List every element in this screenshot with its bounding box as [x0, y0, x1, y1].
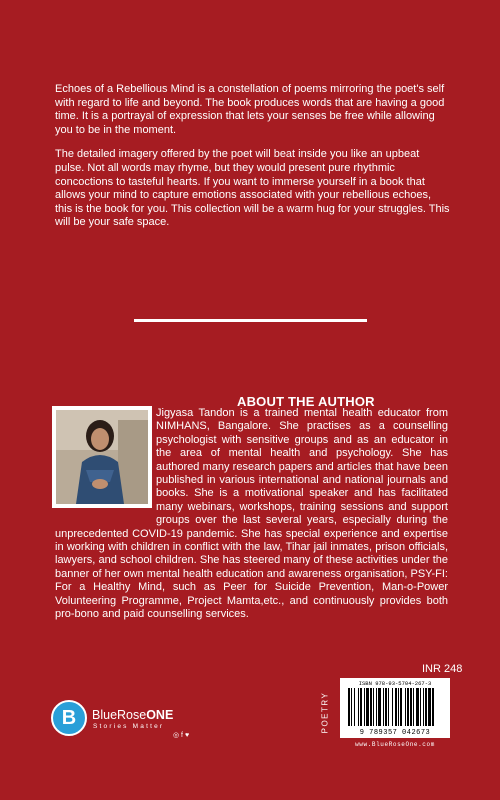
publisher-logo-icon: B — [51, 700, 87, 736]
photo-spacer — [55, 407, 156, 515]
genre-text: POETRY — [320, 691, 330, 734]
publisher-name-bold: ONE — [146, 708, 174, 722]
isbn-number: ISBN 978-93-5704-267-3 — [358, 680, 432, 687]
social-icons: ◎ f ♥ — [173, 732, 190, 739]
publisher-name — [92, 708, 173, 722]
publisher-name-regular: BlueRose — [92, 708, 147, 722]
back-cover-blurb — [55, 83, 450, 241]
author-bio — [55, 407, 448, 622]
publisher-website: www.BlueRoseOne.com — [355, 741, 435, 748]
about-author-heading: ABOUT THE AUTHOR — [237, 394, 375, 409]
section-divider — [134, 319, 367, 322]
blurb-paragraph: Echoes of a Rebellious Mind is a constellation of poems mirroring the poet's self with regard to life and beyond. The book produces words that are having a good time. It is a portrayal of expression that lets your senses be free while allowing you to be in the moment. — [55, 83, 445, 136]
isbn-digits: 9 789357 042673 — [359, 729, 431, 737]
author-bio-text: Jigyasa Tandon is a trained mental health educator from NIMHANS, Bangalore. She practises as a counselling psychologist with sensitive groups and as an educator in the area of mental health and psychology. She has authored many research papers and articles that have been published in various international and national journals and books. She is a motivational speaker and has facilitated many webinars, workshops, training sessions and support groups over the last several years, especially during the unprecedented COVID-19 pandemic. She has special experience and expertise in working with children in conflict with the law, Tihar jail inmates, prison officials, lawyers, and school children. She has steered many of these activities under the banner of her own mental health education and awareness organisation, PSY-FI: For a Healthy Mind, such as Peer for Suicide Prevention, Man-o-Power Volunteering Programme, Project Mamta,etc., and continuously provides both pro-bono and paid counselling services. — [55, 407, 448, 621]
publisher-tagline: Stories Matter — [93, 723, 165, 730]
isbn-barcode — [340, 678, 450, 738]
barcode-icon — [346, 688, 444, 726]
publisher-logo — [51, 700, 221, 742]
blurb-paragraph: The detailed imagery offered by the poet will beat inside you like an upbeat pulse. Not all words may rhyme, but they would present pure rhythmic concoctions to tasteful hearts. If you want to immerse yourself in a book that allows your mind to capture emotions associated with your rebellious echoes, this is the book for you. This collection will be a warm hug for your struggles. This will be your safe space. — [55, 148, 450, 229]
genre-label — [318, 690, 332, 740]
price-label: INR 248 — [422, 663, 463, 675]
